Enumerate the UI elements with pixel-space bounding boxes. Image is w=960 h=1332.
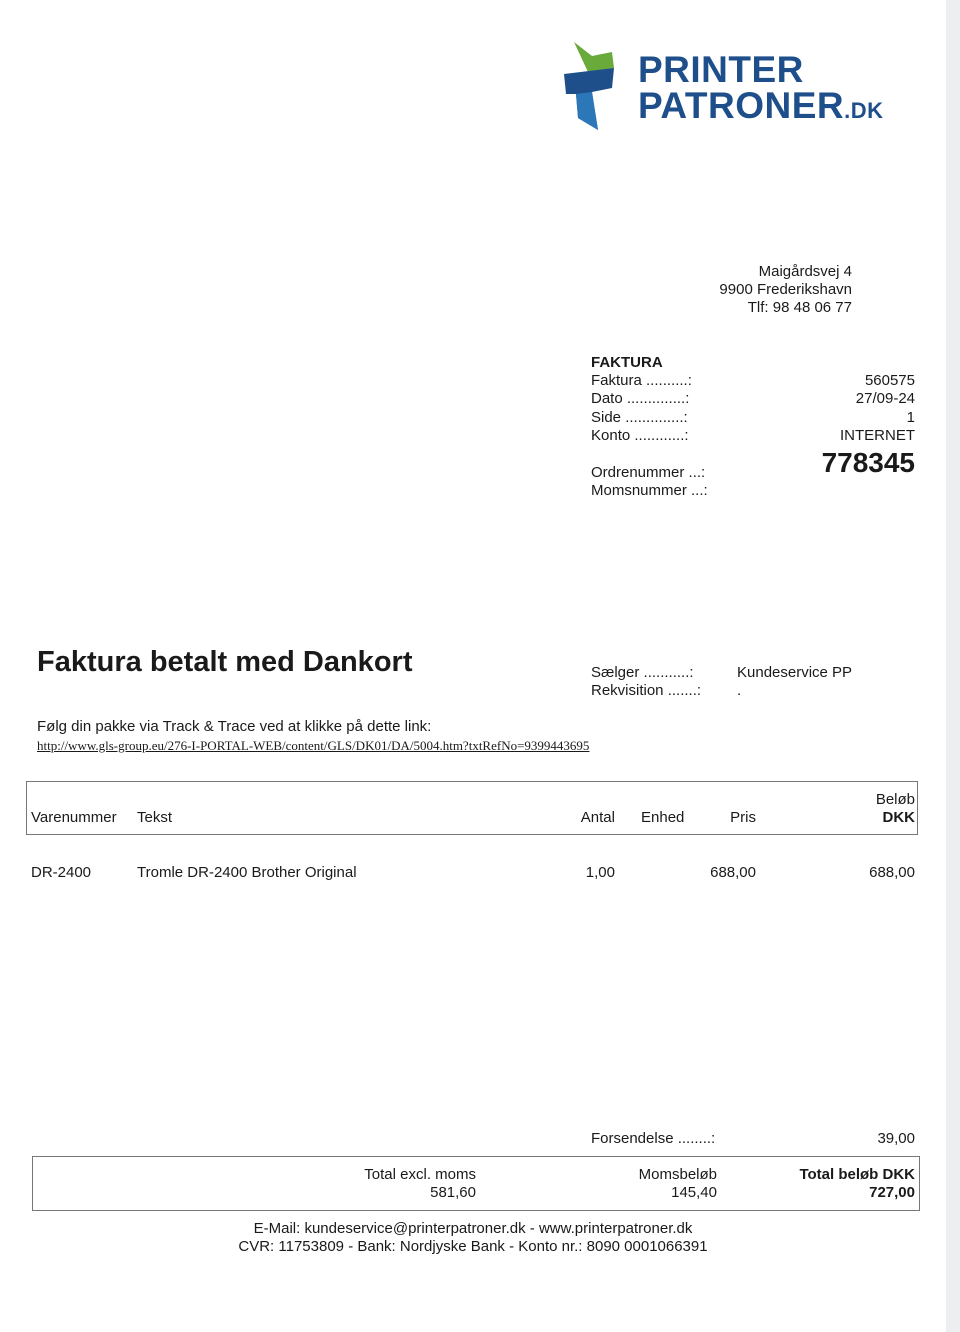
total-excl-value: 581,60: [430, 1184, 476, 1201]
page-title: Faktura betalt med Dankort: [37, 646, 413, 678]
total-excl-label: Total excl. moms: [364, 1166, 476, 1183]
dato-value: 27/09-24: [855, 390, 915, 407]
header-antal: Antal: [580, 809, 615, 826]
saelger-label: Sælger ...........:: [591, 664, 694, 681]
ordrenummer-label: Ordrenummer ...:: [591, 464, 706, 481]
row-antal: 1,00: [585, 864, 615, 881]
invoice-title: FAKTURA: [591, 354, 663, 371]
logo-mark-icon: [562, 38, 616, 134]
total-value: 727,00: [869, 1184, 915, 1201]
faktura-value: 560575: [864, 372, 915, 389]
konto-value: INTERNET: [840, 427, 915, 444]
moms-label: Momsbeløb: [638, 1166, 717, 1183]
total-label: Total beløb DKK: [799, 1166, 915, 1183]
header-varenummer: Varenummer: [31, 809, 117, 826]
shipping-label: Forsendelse ........:: [591, 1130, 716, 1147]
row-tekst: Tromle DR-2400 Brother Original: [137, 864, 357, 881]
address-street: Maigårdsvej 4: [758, 263, 852, 280]
logo-text: PRINTER: [638, 49, 804, 90]
tracking-link[interactable]: http://www.gls-group.eu/276-I-PORTAL-WEB/content/GLS/DK01/DA/5004.htm?txtRefNo=9399443695: [37, 738, 590, 753]
totals-box: [32, 1156, 920, 1211]
konto-label: Konto ............:: [591, 427, 689, 444]
dato-label: Dato ..............:: [591, 390, 690, 407]
rekvisition-label: Rekvisition .......:: [591, 682, 702, 699]
shipping-value: 39,00: [877, 1130, 915, 1147]
row-varenummer: DR-2400: [31, 864, 92, 881]
footer-bank: CVR: 11753809 - Bank: Nordjyske Bank - Konto nr.: 8090 0001066391: [238, 1238, 708, 1255]
header-enhed: Enhed: [641, 809, 685, 826]
footer-contact: E-Mail: kundeservice@printerpatroner.dk - www.printerpatroner.dk: [253, 1220, 693, 1237]
address-city: 9900 Frederikshavn: [719, 281, 852, 298]
address-phone: Tlf: 98 48 06 77: [747, 299, 852, 316]
logo-text-2: PATRONER.DK: [638, 85, 884, 126]
side-label: Side ..............:: [591, 409, 688, 426]
page-edge: [946, 0, 960, 1332]
row-belob: 688,00: [869, 864, 915, 881]
faktura-label: Faktura ..........:: [591, 372, 692, 389]
momsnummer-label: Momsnummer ...:: [591, 482, 708, 499]
header-currency: DKK: [882, 809, 915, 826]
row-pris: 688,00: [710, 864, 756, 881]
saelger-value: Kundeservice PP: [737, 664, 853, 681]
header-tekst: Tekst: [137, 809, 173, 826]
header-pris: Pris: [730, 809, 756, 826]
moms-value: 145,40: [671, 1184, 717, 1201]
ordrenummer-value: 778345: [821, 447, 915, 478]
rekvisition-value: .: [737, 682, 742, 699]
header-belob: Beløb: [875, 791, 915, 808]
side-value: 1: [906, 409, 915, 426]
tracking-text: Følg din pakke via Track & Trace ved at klikke på dette link:: [37, 718, 432, 735]
table-header: [26, 781, 918, 835]
company-address: [719, 263, 852, 317]
